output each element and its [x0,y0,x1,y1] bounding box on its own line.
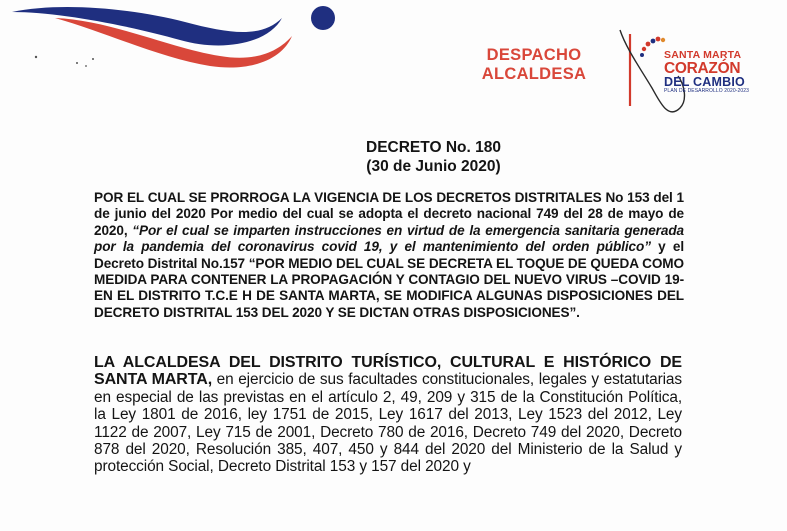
decree-preamble [94,190,684,321]
office-label-line2: ALCALDESA [481,65,587,83]
decree-body-paragraph [94,354,682,476]
preamble-part1: POR EL CUAL SE PRORROGA LA VIGENCIA DE LOS DECRETOS DISTRITALES No 153 del 1 de junio del 2020 Por medio del cual se adopta el decreto nacional 749 del 28 de mayo de 2020, [94,190,684,238]
logo-wordmark [664,50,754,94]
office-label-line1: DESPACHO [486,46,582,64]
logo-line-santa-marta: SANTA MARTA [664,49,742,61]
preamble-quote: “Por el cual se imparten instrucciones en virtud de la emergencia sanitaria generada por la pandemia del coronavirus covid 19, y el mantenimiento del orden público” [94,222,684,255]
office-label [470,46,598,84]
header-swoosh-graphic [0,0,340,75]
swoosh-navy-dot [311,6,335,30]
body-text: en ejercicio de sus facultades constitucionales, legales y estatutarias en especial de las previstas en el artículo 2, 49, 209 y 315 de la Constitución Política, la Ley 1801 de 2016, ley 1751 de 2015, Ley 1617 del 2013, Ley 1523 del 2012, Ley 1122 de 2007, Ley 715 de 2001, Decreto 780 de 2016, Decreto 749 del 2020, Decreto 878 del 2020, Resolución 385, 407, 450 y 844 del 2020 del Ministerio de la Salud y protección Social, Decreto Distrital 153 y 157 del 2020 y [94,371,682,476]
logo-line-corazon: CORAZÓN [664,60,741,77]
body-lead: LA ALCALDESA DEL DISTRITO TURÍSTICO, CULTURAL E HISTÓRICO DE SANTA MARTA, [94,354,682,389]
logo-line-plan: PLAN DE DESARROLLO 2020-2023 [664,88,750,94]
decree-heading [0,138,787,176]
preamble-part2: y el Decreto Distrital No.157 “POR MEDIO DEL CUAL SE DECRETA EL TOQUE DE QUEDA COMO MEDIDA PARA CONTENER LA PROPAGACIÓN Y CONTAGIO DEL NUEVO VIRUS –COVID 19- EN EL DISTRITO T.C.E H DE SANTA MARTA, SE MODIFICA ALGUNAS DISPOSICIONES DEL DECRETO DISTRITAL 153 DEL 2020 Y SE DICTAN OTRAS DISPOSICIONES”. [94,239,684,320]
decree-number: DECRETO No. 180 [366,139,501,156]
decree-date: (30 de Junio 2020) [366,158,501,175]
logo-line-del-cambio: DEL CAMBIO [664,75,745,89]
